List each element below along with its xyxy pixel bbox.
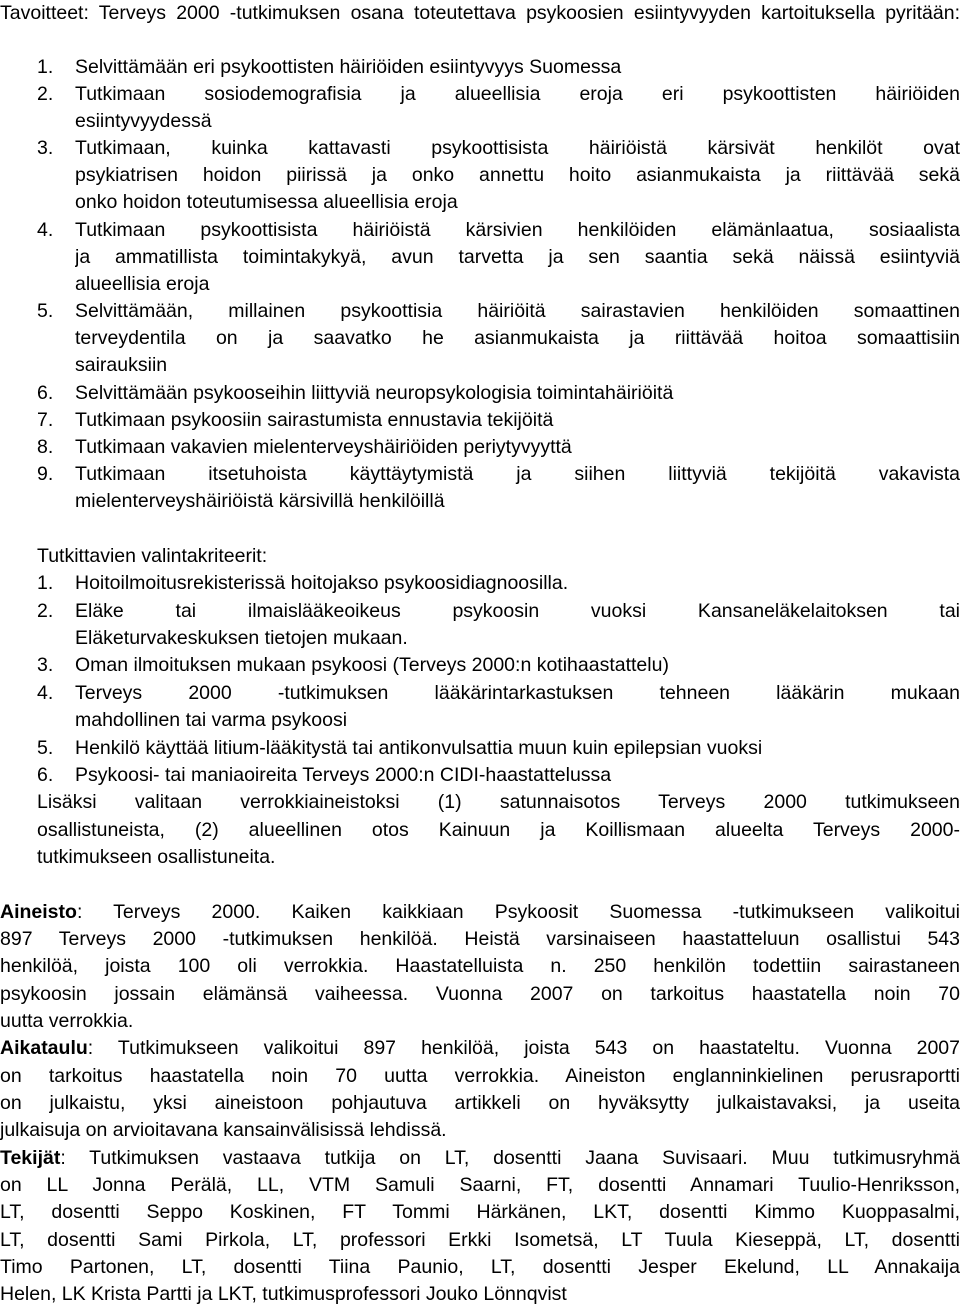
- control-sample-text: tutkimukseen osallistuneita.: [37, 846, 276, 868]
- criteria-item-4: [0, 680, 960, 707]
- control-sample-text: Lisäksi valitaan verrokkiaineistoksi (1) satunnaisotos Terveys 2000 tutkimukseen: [37, 791, 960, 813]
- goal-number: 4.: [37, 219, 54, 241]
- schedule-text: : Tutkimukseen valikoitui 897 henkilöä, joista 543 on haastateltu. Vuonna 2007: [87, 1037, 960, 1059]
- goal-text-continued: ja ammatillista toimintakykyä, avun tarvetta ja sen saantia sekä näissä esiintyviä: [75, 246, 960, 268]
- goal-text: Tutkimaan itsetuhoista käyttäytymistä ja siihen liittyviä tekijöitä vakavista: [75, 463, 960, 485]
- goal-text: Tutkimaan psykoosiin sairastumista ennustavia tekijöitä: [75, 409, 554, 431]
- goal-text-continued: mielenterveyshäiriöistä kärsivillä henkilöillä: [75, 490, 445, 512]
- goal-text-continued: sairauksiin: [75, 354, 168, 376]
- goal-text-continued: esiintyvyydessä: [75, 110, 212, 132]
- goal-text: Tutkimaan psykoottisista häiriöistä kärsivien henkilöiden elämänlaatua, sosiaalista: [75, 219, 960, 241]
- goal-item-7: [0, 407, 960, 434]
- authors-text: LT, dosentti Sami Pirkola, LT, professori Erkki Isometsä, LT Tuula Kieseppä, LT, dosentti: [0, 1229, 960, 1251]
- criteria-number: 2.: [37, 600, 54, 622]
- goal-text: Selvittämään, millainen psykoottisia häiriöitä sairastavien henkilöiden somaattinen: [75, 300, 960, 322]
- control-sample-text: osallistuneista, (2) alueellinen otos Kainuun ja Koillismaan alueelta Terveys 2000-: [37, 819, 960, 841]
- goal-number: 8.: [37, 436, 54, 458]
- goal-item-2: [0, 81, 960, 108]
- goal-number: 2.: [37, 83, 54, 105]
- criteria-number: 5.: [37, 737, 54, 759]
- criteria-heading: Tutkittavien valintakriteerit:: [37, 545, 268, 567]
- schedule-first-line: [0, 1035, 960, 1062]
- authors-text: Helen, LK Krista Partti ja LKT, tutkimusprofessori Jouko Lönnqvist: [0, 1283, 567, 1305]
- criteria-item-5: [0, 735, 960, 762]
- authors-text: : Tutkimuksen vastaava tutkija on LT, dosentti Jaana Suvisaari. Muu tutkimusryhmä: [60, 1147, 960, 1169]
- goal-item-6: [0, 380, 960, 407]
- material-text: henkilöä, joista 100 oli verrokkia. Haastatelluista n. 250 henkilön todettiin sairastaneen: [0, 955, 960, 977]
- goal-number: 5.: [37, 300, 54, 322]
- material-text: : Terveys 2000. Kaiken kaikkiaan Psykoosit Suomessa -tutkimukseen valikoitui: [76, 901, 960, 923]
- goal-item-1: [0, 54, 960, 81]
- goals-label: Tavoitteet: [0, 2, 84, 24]
- criteria-item-1: [0, 570, 960, 597]
- criteria-text: Hoitoilmoitusrekisterissä hoitojakso psykoosidiagnoosilla.: [75, 572, 569, 594]
- goal-number: 6.: [37, 382, 54, 404]
- authors-text: on LL Jonna Perälä, LL, VTM Samuli Saarni, FT, dosentti Annamari Tuulio-Henriksson,: [0, 1174, 960, 1196]
- goal-text-continued: terveydentila on ja saavatko he asianmukaista ja riittävää hoitoa somaattisiin: [75, 327, 960, 349]
- criteria-text: Oman ilmoituksen mukaan psykoosi (Terveys 2000:n kotihaastattelu): [75, 654, 669, 676]
- goals-intro-text: : Terveys 2000 -tutkimuksen osana toteutettava psykoosien esiintyvyyden kartoituksella pyritään:: [83, 2, 960, 24]
- authors-text: LT, dosentti Seppo Koskinen, FT Tommi Härkänen, LKT, dosentti Kimmo Kuoppasalmi,: [0, 1201, 960, 1223]
- goal-text: Selvittämään psykooseihin liittyviä neuropsykologisia toimintahäiriöitä: [75, 382, 674, 404]
- criteria-number: 6.: [37, 764, 54, 786]
- goal-item-3: [0, 135, 960, 162]
- goal-item-9: [0, 461, 960, 488]
- schedule-text: on julkaistu, yksi aineistoon pohjautuva artikkeli on hyväksytty julkaistavaksi, ja useita: [0, 1092, 960, 1114]
- goal-item-4: [0, 217, 960, 244]
- goal-text: Tutkimaan sosiodemografisia ja alueellisia eroja eri psykoottisten häiriöiden: [75, 83, 960, 105]
- criteria-text: Terveys 2000 -tutkimuksen lääkärintarkastuksen tehneen lääkärin mukaan: [75, 682, 960, 704]
- goal-text-continued: psykiatrisen hoidon piirissä ja onko annettu hoito asianmukaista ja riittävää sekä: [75, 164, 960, 186]
- goal-item-5: [0, 298, 960, 325]
- criteria-item-3: [0, 652, 960, 679]
- goal-number: 9.: [37, 463, 54, 485]
- goal-number: 3.: [37, 137, 54, 159]
- criteria-item-2: [0, 598, 960, 625]
- material-first-line: [0, 899, 960, 926]
- goal-text-continued: onko hoidon toteutumisessa alueellisia eroja: [75, 191, 458, 213]
- schedule-text: on tarkoitus haastatella noin 70 uutta verrokkia. Aineiston englanninkielinen perusraportti: [0, 1065, 960, 1087]
- authors-first-line: [0, 1145, 960, 1172]
- authors-label: Tekijät: [0, 1147, 61, 1169]
- material-text: psykoosin jossain elämänsä vaiheessa. Vuonna 2007 on tarkoitus haastatella noin 70: [0, 983, 960, 1005]
- criteria-text: Psykoosi- tai maniaoireita Terveys 2000:n CIDI-haastattelussa: [75, 764, 612, 786]
- goal-text: Tutkimaan, kuinka kattavasti psykoottisista häiriöistä kärsivät henkilöt ovat: [75, 137, 960, 159]
- material-label: Aineisto: [0, 901, 77, 923]
- criteria-number: 4.: [37, 682, 54, 704]
- schedule-label: Aikataulu: [0, 1037, 88, 1059]
- schedule-text: julkaisuja on arvioitavana kansainvälisissä lehdissä.: [0, 1119, 447, 1141]
- material-text: uutta verrokkia.: [0, 1010, 134, 1032]
- goal-item-8: [0, 434, 960, 461]
- criteria-text: Henkilö käyttää litium-lääkitystä tai antikonvulsattia muun kuin epilepsian vuoksi: [75, 737, 763, 759]
- authors-text: Timo Partonen, LT, dosentti Tiina Paunio, LT, dosentti Jesper Ekelund, LL Annakaija: [0, 1256, 960, 1278]
- goal-text-continued: alueellisia eroja: [75, 273, 210, 295]
- goal-number: 7.: [37, 409, 54, 431]
- criteria-text-continued: Eläketurvakeskuksen tietojen mukaan.: [75, 627, 408, 649]
- goal-text: Tutkimaan vakavien mielenterveyshäiriöiden periytyvyyttä: [75, 436, 572, 458]
- goal-number: 1.: [37, 56, 54, 78]
- goal-text: Selvittämään eri psykoottisten häiriöiden esiintyvyys Suomessa: [75, 56, 622, 78]
- criteria-text: Eläke tai ilmaislääkeoikeus psykoosin vuoksi Kansaneläkelaitoksen tai: [75, 600, 960, 622]
- criteria-item-6: [0, 762, 960, 789]
- material-text: 897 Terveys 2000 -tutkimuksen henkilöä. Heistä varsinaiseen haastatteluun osallistui 543: [0, 928, 960, 950]
- goals-heading-line: [0, 0, 960, 27]
- criteria-text-continued: mahdollinen tai varma psykoosi: [75, 709, 348, 731]
- criteria-number: 3.: [37, 654, 54, 676]
- criteria-number: 1.: [37, 572, 54, 594]
